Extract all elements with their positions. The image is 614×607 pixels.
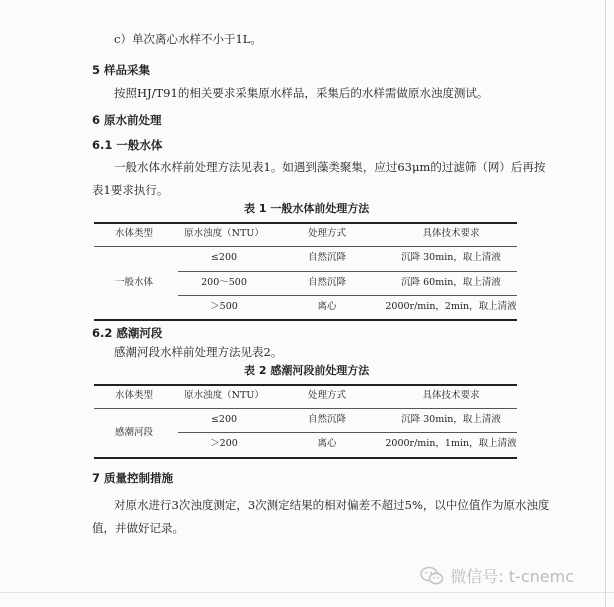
page-edge-right	[605, 0, 606, 607]
table1-cell: 沉降 30min，取上清液	[401, 252, 501, 263]
section6-1-heading: 6.1 一般水体	[92, 138, 163, 152]
watermark	[420, 564, 574, 587]
table2-group: 感潮河段	[114, 427, 154, 438]
table1-header-turbidity: 原水浊度（NTU）	[184, 228, 264, 239]
table2-header-requirement: 具体技术要求	[422, 390, 480, 401]
section6-2-heading: 6.2 感潮河段	[92, 326, 163, 340]
table2-cell: ≤200	[210, 414, 238, 425]
table1-cell: ≤200	[210, 252, 238, 263]
wechat-icon	[420, 566, 444, 586]
table1-header-requirement: 具体技术要求	[422, 228, 480, 239]
section5-heading: 5 样品采集	[92, 63, 151, 77]
table2-cell: 自然沉降	[307, 414, 347, 425]
table1-cell: 200～500	[201, 277, 247, 288]
section6-1-body-line1: 一般水体水样前处理方法见表1。如遇到藻类聚集，应过63μm的过滤筛（网）后再按	[114, 160, 546, 174]
page-edge-bottom	[0, 592, 614, 593]
section7-body-line2: 值，并做好记录。	[92, 521, 184, 535]
section6-heading: 6 原水前处理	[92, 113, 162, 127]
table1-header-method: 处理方式	[307, 228, 347, 239]
table1-cell: 2000r/min，2min，取上清液	[385, 301, 517, 312]
item-c-text: c）单次离心水样不小于1L。	[114, 32, 262, 46]
table2-cell: 2000r/min，1min，取上清液	[385, 438, 517, 449]
table1-cell: 自然沉降	[307, 252, 347, 263]
table1-cell: 沉降 60min，取上清液	[401, 277, 501, 288]
table1	[94, 222, 517, 320]
table2-caption: 表 2 感潮河段前处理方法	[244, 364, 370, 377]
section7-heading: 7 质量控制措施	[92, 471, 174, 485]
table2-cell: ＞200	[210, 438, 238, 449]
table1-cell: 自然沉降	[307, 277, 347, 288]
table1-caption: 表 1 一般水体前处理方法	[244, 202, 370, 215]
table2-cell: 沉降 30min，取上清液	[401, 414, 501, 425]
table1-cell: ＞500	[210, 301, 238, 312]
section6-2-body: 感潮河段水样前处理方法见表2。	[114, 345, 283, 359]
table2-header-method: 处理方式	[307, 390, 347, 401]
table1-group: 一般水体	[114, 277, 154, 288]
table2-cell: 离心	[317, 438, 337, 449]
section5-body: 按照HJ/T91的相关要求采集原水样品，采集后的水样需做原水浊度测试。	[114, 86, 489, 100]
table2	[94, 384, 517, 458]
section6-1-body-line2: 表1要求执行。	[92, 183, 169, 197]
table1-cell: 离心	[317, 301, 337, 312]
table2-header-type: 水体类型	[114, 390, 154, 401]
watermark-text: 微信号: t-cnemc	[450, 567, 574, 586]
table2-header-turbidity: 原水浊度（NTU）	[184, 390, 264, 401]
table1-header-type: 水体类型	[114, 228, 154, 239]
section7-body-line1: 对原水进行3次浊度测定，3次测定结果的相对偏差不超过5%，以中位值作为原水浊度	[114, 498, 550, 512]
